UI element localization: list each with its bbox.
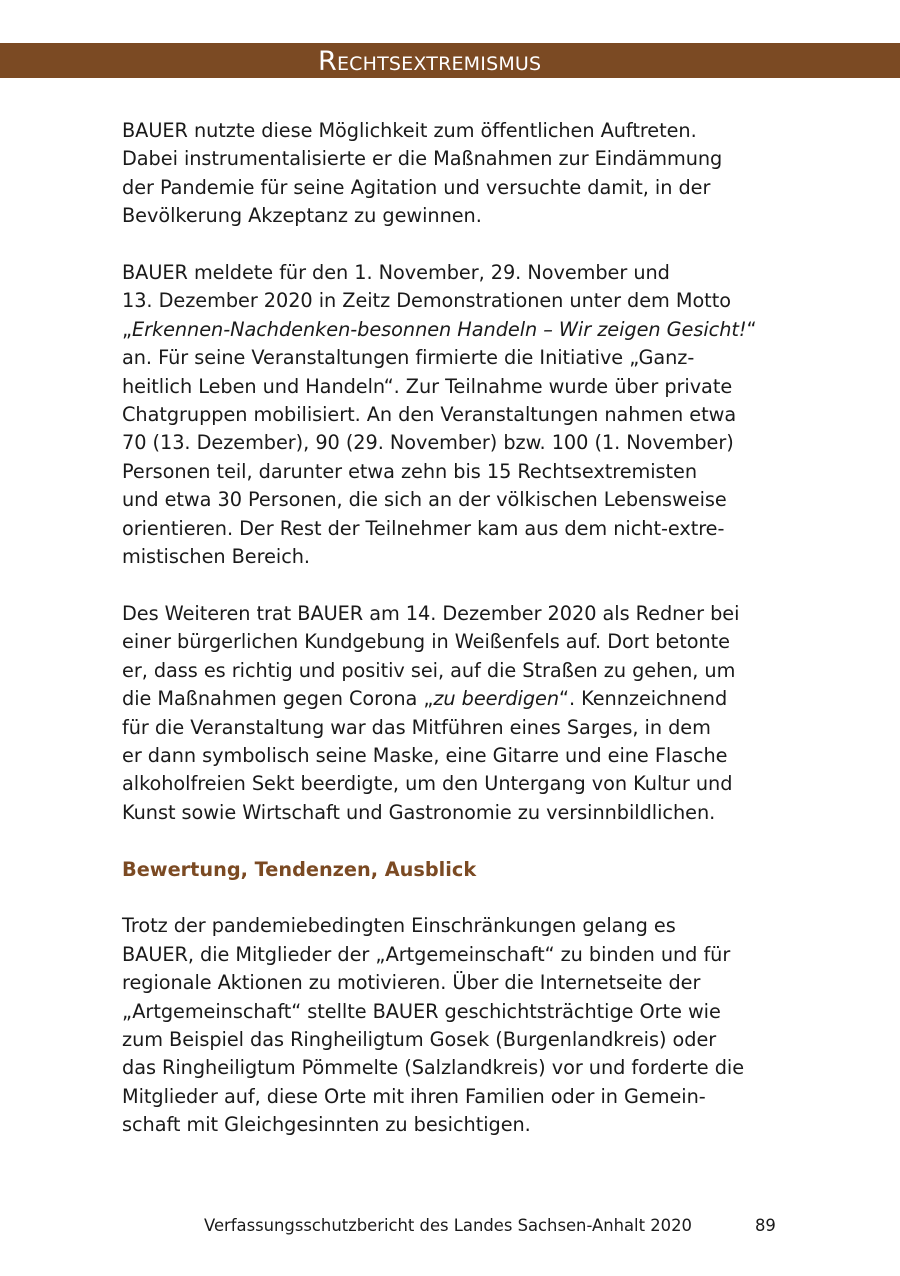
- text-line: alkoholfreien Sekt beerdigte, um den Untergang von Kultur und: [122, 772, 733, 796]
- motto-italic: Erkennen-Nachdenken-besonnen Handeln – Wir zeigen Gesicht!: [131, 317, 747, 341]
- quote-pre: die Maßnahmen gegen Corona „: [122, 687, 434, 711]
- text-line: BAUER meldete für den 1. November, 29. November und: [122, 261, 670, 285]
- text-line: heitlich Leben und Handeln“. Zur Teilnahme wurde über private: [122, 374, 733, 398]
- text-line: Mitglieder auf, diese Orte mit ihren Familien oder in Gemein-: [122, 1084, 706, 1108]
- text-line: 70 (13. Dezember), 90 (29. November) bzw. 100 (1. November): [122, 431, 734, 455]
- text-line: regionale Aktionen zu motivieren. Über die Internetseite der: [122, 971, 701, 995]
- paragraph-4: [122, 912, 792, 1139]
- quote-open: „: [122, 317, 132, 341]
- footer-publication: Verfassungsschutzbericht des Landes Sachsen-Anhalt 2020: [204, 1216, 692, 1235]
- text-line: 13. Dezember 2020 in Zeitz Demonstrationen unter dem Motto: [122, 289, 731, 313]
- text-line: „Artgemeinschaft“ stellte BAUER geschichtsträchtige Orte wie: [122, 999, 721, 1023]
- motto-line: [122, 316, 792, 344]
- page-number: 89: [755, 1216, 776, 1235]
- text-line: orientieren. Der Rest der Teilnehmer kam aus dem nicht-extre-: [122, 516, 725, 540]
- text-line: und etwa 30 Personen, die sich an der völkischen Lebensweise: [122, 488, 727, 512]
- text-line: mistischen Bereich.: [122, 545, 310, 569]
- text-line: Bevölkerung Akzeptanz zu gewinnen.: [122, 204, 482, 228]
- text-line: Chatgruppen mobilisiert. An den Veranstaltungen nahmen etwa: [122, 403, 737, 427]
- paragraph-2: [122, 259, 792, 571]
- text-line: BAUER nutzte diese Möglichkeit zum öffentlichen Auftreten.: [122, 119, 697, 142]
- text-line: er dann symbolisch seine Maske, eine Gitarre und eine Flasche: [122, 743, 728, 767]
- text-line: das Ringheiligtum Pömmelte (Salzlandkreis) vor und forderte die: [122, 1056, 745, 1080]
- text-line: an. Für seine Veranstaltungen firmierte die Initiative „Ganz-: [122, 346, 695, 370]
- quote-close: “: [746, 317, 757, 341]
- section-title: Rechtsextremismus: [318, 46, 542, 77]
- text-line: Personen teil, darunter etwa zehn bis 15 Rechtsextremisten: [122, 459, 698, 483]
- quote-italic: zu beerdigen: [433, 687, 559, 711]
- text-line: Kunst sowie Wirtschaft und Gastronomie zu versinnbildlichen.: [122, 800, 716, 824]
- paragraph-3: [122, 600, 792, 827]
- text-line: schaft mit Gleichgesinnten zu besichtigen.: [122, 1113, 531, 1137]
- section-heading: Bewertung, Tendenzen, Ausblick: [122, 857, 477, 881]
- text-line: Trotz der pandemiebedingten Einschränkungen gelang es: [122, 914, 676, 938]
- text-line: zum Beispiel das Ringheiligtum Gosek (Burgenlandkreis) oder: [122, 1027, 717, 1051]
- text-line: Des Weiteren trat BAUER am 14. Dezember 2020 als Redner bei: [122, 601, 740, 625]
- quote-line: [122, 685, 792, 713]
- quote-post: “. Kennzeichnend: [559, 687, 728, 711]
- main-content: [122, 117, 792, 1140]
- text-line: der Pandemie für seine Agitation und versuchte damit, in der: [122, 175, 711, 199]
- text-line: Dabei instrumentalisierte er die Maßnahmen zur Eindämmung: [122, 147, 723, 171]
- text-line: einer bürgerlichen Kundgebung in Weißenfels auf. Dort betonte: [122, 630, 730, 654]
- text-line: BAUER, die Mitglieder der „Artgemeinschaft“ zu binden und für: [122, 942, 731, 966]
- text-line: er, dass es richtig und positiv sei, auf die Straßen zu gehen, um: [122, 658, 736, 682]
- text-line: für die Veranstaltung war das Mitführen eines Sarges, in dem: [122, 715, 711, 739]
- paragraph-1: [122, 117, 792, 231]
